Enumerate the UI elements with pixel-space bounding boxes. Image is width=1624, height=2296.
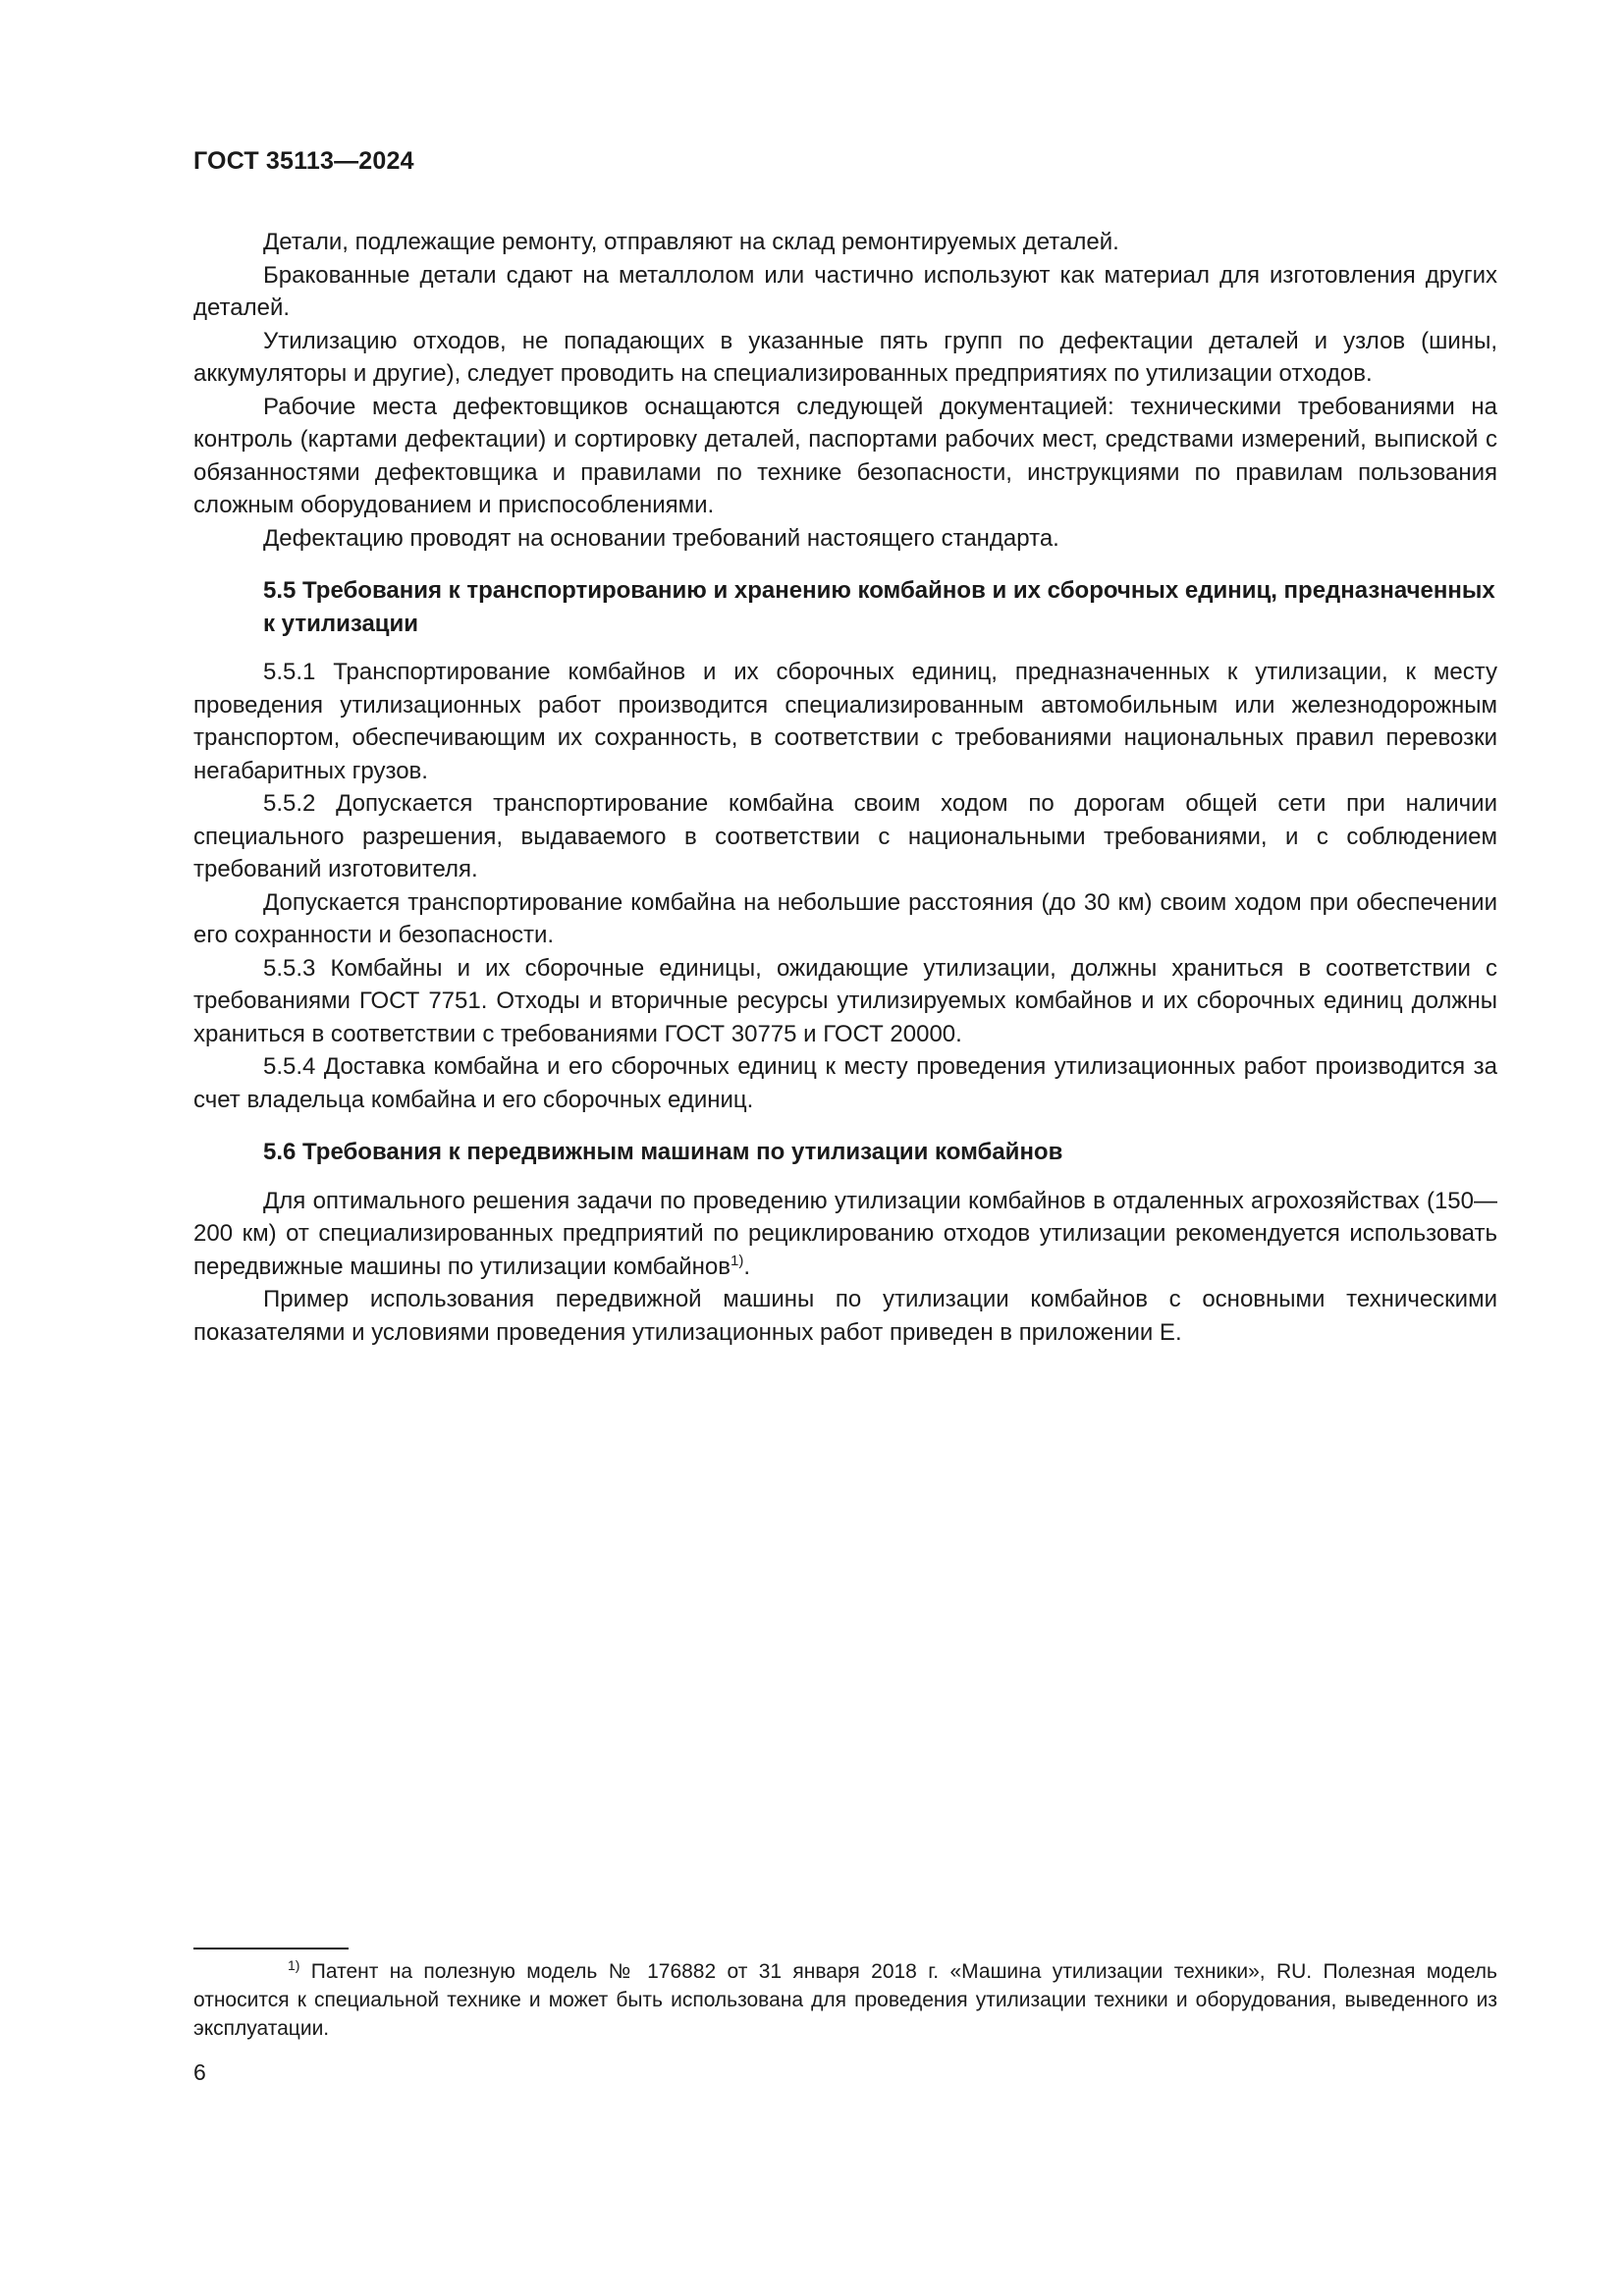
document-code-header: ГОСТ 35113—2024 xyxy=(193,147,414,175)
page-number: 6 xyxy=(193,2059,206,2085)
footnote-text xyxy=(193,1957,1497,2043)
main-text xyxy=(193,226,1497,1349)
footnote xyxy=(193,1957,1497,2043)
paragraph-5-5-3: 5.5.3 Комбайны и их сборочные единицы, ожидающие утилизации, должны храниться в соответствии с требованиями ГОСТ 7751. Отходы и вторичные ресурсы утилизируемых комбайнов и их сборочных единиц должны храниться в соответствии с требованиями ГОСТ 30775 и ГОСТ 20000. xyxy=(193,954,1497,1047)
section-heading-5-6: 5.6 Требования к передвижным машинам по утилизации комбайнов xyxy=(263,1139,1063,1165)
footnote-body: Патент на полезную модель № 176882 от 31 января 2018 г. «Машина утилизации техники», RU. Полезная модель относится к специальной технике и может быть использована для проведения утилизации техники и оборудования, выведенного из эксплуатации. xyxy=(193,1960,1497,2040)
paragraph: Дефектацию проводят на основании требований настоящего стандарта. xyxy=(263,524,1059,552)
footnote-reference: 1) xyxy=(730,1252,744,1269)
paragraph-text: Для оптимального решения задачи по проведению утилизации комбайнов в отдаленных агрохозяйствах (150—200 км) от специализированных предприятий по рециклированию отходов утилизации рекомендуется использовать передвижные машины по утилизации комбайнов xyxy=(193,1187,1497,1280)
paragraph: Допускается транспортирование комбайна на небольшие расстояния (до 30 км) своим ходом при обеспечении его сохранности и безопасности. xyxy=(193,888,1497,948)
paragraph xyxy=(193,1185,1497,1284)
paragraph: Рабочие места дефектовщиков оснащаются следующей документацией: техническими требованиями на контроль (картами дефектации) и сортировку деталей, паспортами рабочих мест, средствами измерений, выпиской с обязанностями дефектовщика и правилами по технике безопасности, инструкциями по правилам пользования сложным оборудованием и приспособлениями. xyxy=(193,393,1497,518)
paragraph: Детали, подлежащие ремонту, отправляют на склад ремонтируемых деталей. xyxy=(263,229,1119,255)
footnote-marker: 1) xyxy=(288,1957,300,1973)
paragraph-5-5-4: 5.5.4 Доставка комбайна и его сборочных единиц к месту проведения утилизационных работ производится за счет владельца комбайна и его сборочных единиц. xyxy=(193,1053,1497,1113)
paragraph-end: . xyxy=(743,1253,750,1280)
footnote-separator xyxy=(193,1948,349,1949)
paragraph: Утилизацию отходов, не попадающих в указанные пять групп по дефектации деталей и узлов (шины, аккумуляторы и другие), следует проводить на специализированных предприятиях по утилизации отходов. xyxy=(193,327,1497,387)
paragraph-5-5-1: 5.5.1 Транспортирование комбайнов и их сборочных единиц, предназначенных к утилизации, к месту проведения утилизационных работ производится специализированным автомобильным или железнодорожным транспортом, обеспечивающим их сохранность, в соответствии с требованиями национальных правил перевозки негабаритных грузов. xyxy=(193,659,1497,784)
section-heading-5-5: 5.5 Требования к транспортированию и хранению комбайнов и их сборочных единиц, предназначенных к утилизации xyxy=(263,577,1495,637)
paragraph: Пример использования передвижной машины по утилизации комбайнов с основными техническими показателями и условиями проведения утилизационных работ приведен в приложении Е. xyxy=(193,1286,1497,1346)
paragraph-5-5-2: 5.5.2 Допускается транспортирование комбайна своим ходом по дорогам общей сети при наличии специального разрешения, выдаваемого в соответствии с национальными требованиями, и с соблюдением требований изготовителя. xyxy=(193,790,1497,882)
paragraph: Бракованные детали сдают на металлолом или частично используют как материал для изготовления других деталей. xyxy=(193,261,1497,321)
